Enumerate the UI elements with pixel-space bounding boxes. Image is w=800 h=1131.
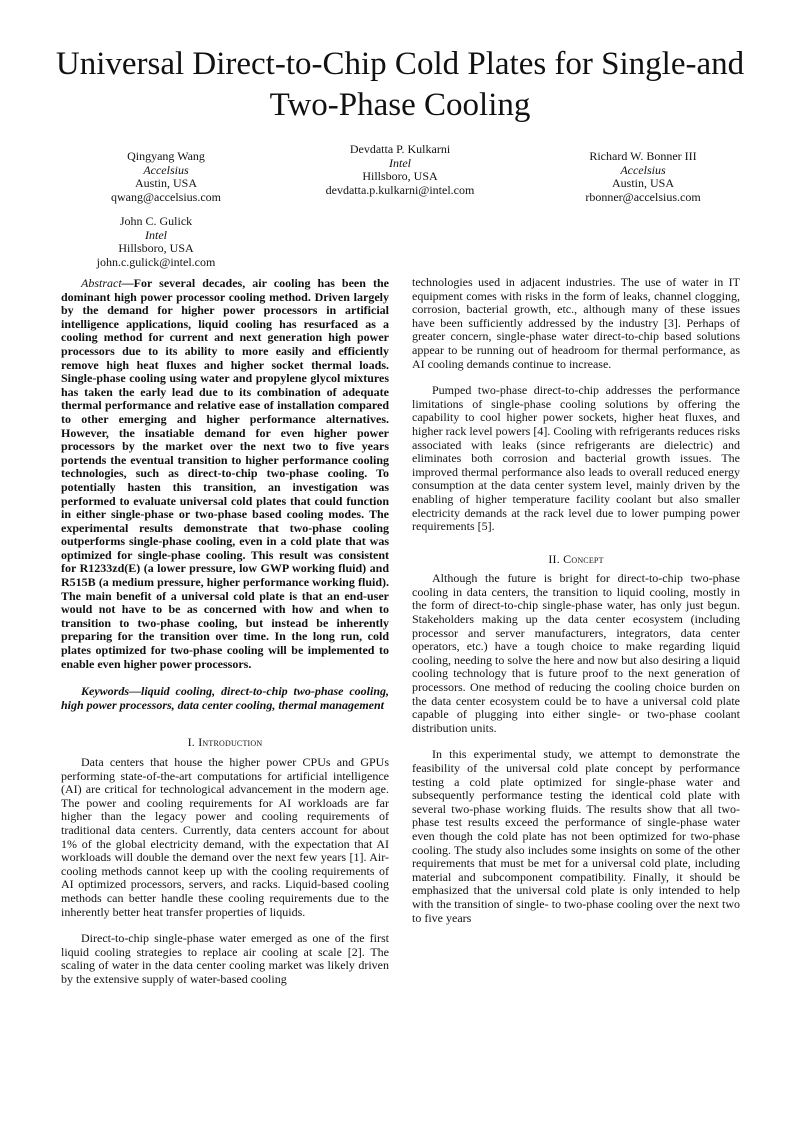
left-column (61, 277, 389, 987)
author-name: Richard W. Bonner III (589, 149, 697, 163)
intro-paragraph: Pumped two-phase direct-to-chip addresses the performance limitations of single-phase cooling solutions by offering the capability to cool higher power sockets, higher heat fluxes, and higher rack level powers [4]. Cooling with refrigerants reduces risks associated with leaks (since refrigerants are dielectric) and eliminates both corrosion and bacterial growth issues. The improved thermal performance also leads to overall reduced energy consumption at the data center system level, mainly driven by the enabling of higher temperature facility coolant but also smaller electricity demands at the rack level due to lower pumping power requirements [5]. (412, 383, 740, 534)
author-email: john.c.gulick@intel.com (96, 254, 216, 269)
author-email: devdatta.p.kulkarni@intel.com (325, 182, 475, 197)
author-name: John C. Gulick (119, 214, 193, 228)
abstract (61, 277, 389, 671)
author-block (86, 215, 226, 269)
abstract-label: Abstract (81, 276, 122, 290)
author-location: Hillsboro, USA (118, 241, 194, 256)
author-location: Hillsboro, USA (362, 169, 438, 184)
right-column (412, 276, 740, 925)
author-block (96, 150, 236, 204)
author-block (310, 143, 490, 197)
abstract-dash: — (121, 276, 134, 290)
author-block (573, 150, 713, 204)
author-affiliation: Intel (145, 227, 167, 242)
author-location: Austin, USA (611, 176, 674, 191)
author-email: qwang@accelsius.com (110, 189, 221, 204)
section-heading-introduction: I. Introduction (187, 735, 263, 750)
author-location: Austin, USA (134, 176, 197, 191)
author-affiliation: Intel (389, 155, 411, 170)
concept-paragraph: Although the future is bright for direct-to-chip two-phase cooling in data centers, the transition to liquid cooling, mostly in the form of direct-to-chip single-phase water, has only just begun. Stakeholders making up the data center ecosystem (including processor and server manufacturers, integrators, data center operators, etc.) have a tough choice to make regarding liquid cooling, needing to solve the here and now but also desiring a liquid cooling technology that is future proof to the next generation of processors. One method of reducing the cooling choice burden on the data center ecosystem could be to have a universal cold plate capable of plugging into either single- or two-phase coolant distribution units. (412, 571, 740, 735)
author-affiliation: Accelsius (620, 162, 666, 177)
intro-paragraph: Data centers that house the higher power CPUs and GPUs performing state-of-the-art computations for artificial intelligence (AI) are critical for technological advancement in the modern age. The power and cooling requirements for AI workloads are far higher than the legacy power and cooling requirements of traditional data centers. Currently, data centers account for about 1% of the global electricity demand, with the expectation that AI workloads will double the demand over the next few years [1]. Air-cooling methods cannot keep up with the cooling requirements of AI optimized processors, servers, and racks. Liquid-based cooling methods can better handle these cooling requirements due to the inherently better heat transfer properties of liquids. (61, 755, 389, 919)
author-name: Devdatta P. Kulkarni (349, 142, 451, 156)
section-heading-concept: II. Concept (548, 551, 604, 566)
keywords: Keywords—liquid cooling, direct-to-chip two-phase cooling, high power processors, data center cooling, thermal management (61, 684, 389, 712)
author-affiliation: Accelsius (143, 162, 189, 177)
author-email: rbonner@accelsius.com (585, 189, 701, 204)
author-name: Qingyang Wang (127, 149, 205, 163)
paper-title: Universal Direct-to-Chip Cold Plates for Single-and Two-Phase Cooling (55, 46, 745, 123)
intro-paragraph: Direct-to-chip single-phase water emerged as one of the first liquid cooling strategies to replace air cooling at scale [2]. The scaling of water in the data center cooling market was likely driven by the extensive supply of water-based cooling (61, 931, 389, 986)
intro-paragraph-continued: technologies used in adjacent industries. The use of water in IT equipment comes with risks in the form of leaks, channel clogging, corrosion, bacterial growth, etc., although many of these issues have been sufficiently addressed by the industry [3]. Perhaps of greater concern, single-phase water direct-to-chip based solutions appear to be running out of headroom for thermal performance, as AI cooling demands continue to increase. (412, 275, 740, 371)
abstract-text: For several decades, air cooling has been the dominant high power processor cooling method. Driven largely by the demand for higher power processors in artificial intelligence applications, liquid cooling has resurfaced as a cooling method for current and next generation high power processors due to its ability to more easily and efficiently remove high heat fluxes and higher socket thermal loads. Single-phase cooling using water and propylene glycol mixtures has taken the early lead due to its combination of adequate thermal performance and relative ease of installation compared to other emerging and higher performance alternatives. However, the insatiable demand for even higher power processors by the market over the next two to five years portends the eventual transition to higher performance cooling technologies, such as direct-to-chip two-phase cooling. To potentially hasten this transition, an investigation was performed to evaluate universal cold plates that could function in either single-phase or two-phase based cooling modes. The experimental results demonstrate that two-phase cooling outperforms single-phase cooling, even in a cold plate that was optimized for single-phase cooling. This result was consistent for R1233zd(E) (a lower pressure, low GWP working fluid) and R515B (a medium pressure, higher performance working fluid). The main benefit of a universal cold plate is that an end-user would not have to be as concerned with how and when to transition to two-phase cooling, but instead be inherently preparing for the transition over time. In the long run, cold plates optimized for two-phase cooling will be implemented to enable even higher power processors. (61, 276, 389, 671)
concept-paragraph: In this experimental study, we attempt to demonstrate the feasibility of the universal cold plate concept by performance testing a cold plate optimized for single-phase water and subsequently performance testing the identical cold plate with several two-phase working fluids. The results show that all two-phase test results exceed the performance of single-phase water even though the cold plate has not been optimized for two-phase cooling. The study also includes some insights on some of the other requirements that must be met for a universal cold plate, including material and subcomponent compatibility. Finally, it should be emphasized that the universal cold plate is only intended to help with the transition of single- to two-phase cooling over the next two to five years (412, 747, 740, 925)
